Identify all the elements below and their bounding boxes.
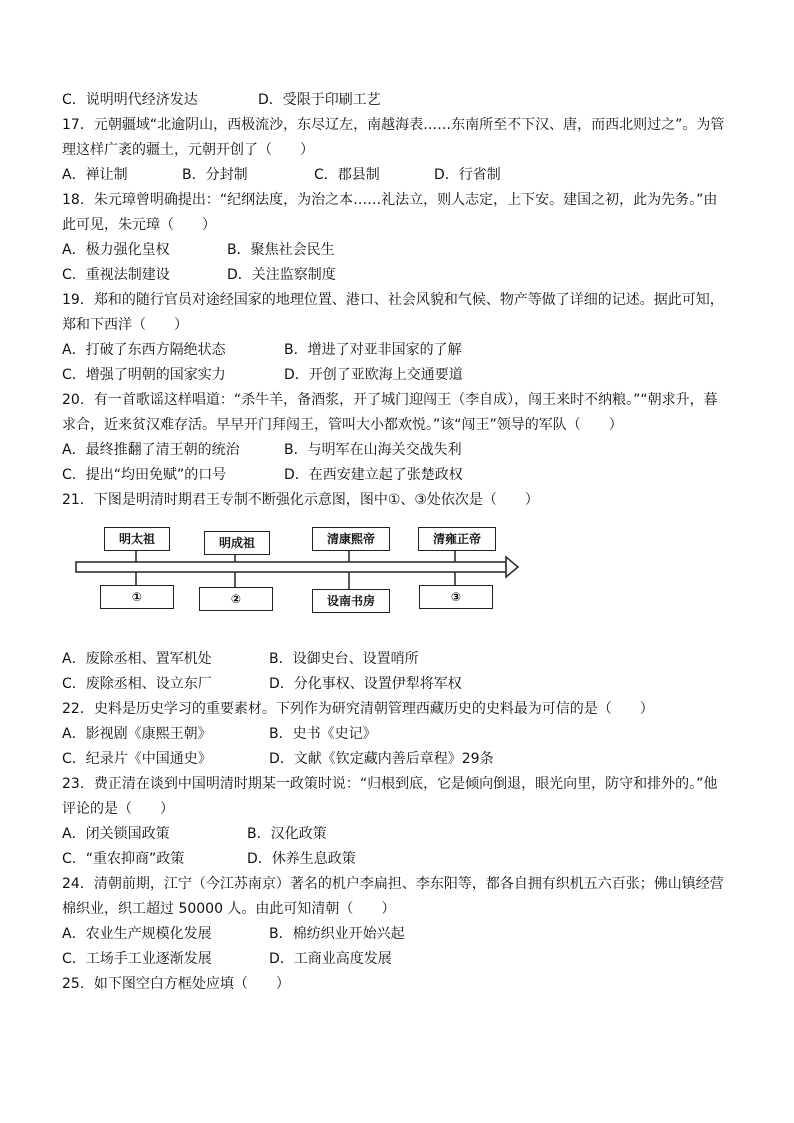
answer-option: C．说明明代经济发达	[62, 92, 198, 108]
answer-option: D．在西安建立起了张楚政权	[284, 467, 463, 483]
answer-option: D．关注监察制度	[227, 267, 336, 283]
line-text: 求合，近来贫汉难存活。早早开门拜闯王，管叫大小都欢悦。”该“闯王”领导的军队（ ）	[62, 417, 623, 433]
answer-option: A．极力强化皇权	[62, 242, 170, 258]
text-line-q18o1	[62, 238, 738, 263]
text-line-q22a	[62, 697, 738, 722]
answer-option: D．开创了亚欧海上交通要道	[284, 367, 463, 383]
text-line-q20a	[62, 388, 738, 413]
text-line-q19a	[62, 288, 738, 313]
text-line-l16c	[62, 88, 738, 113]
answer-option: B．设御史台、设置哨所	[269, 651, 419, 667]
timeline-bottom-box: ①	[100, 585, 174, 609]
text-line-q22o1	[62, 722, 738, 747]
answer-option: D．文献《钦定藏内善后章程》29条	[269, 751, 494, 767]
answer-option: D．受限于印刷工艺	[258, 92, 381, 108]
answer-option: A．禅让制	[62, 167, 128, 183]
line-text: 棉织业，织工超过 50000 人。由此可知清朝（ ）	[62, 901, 396, 917]
text-line-q20o1	[62, 438, 738, 463]
answer-option: A．废除丞相、置军机处	[62, 651, 212, 667]
timeline-bottom-box: ③	[419, 585, 493, 609]
timeline-bottom-box: 设南书房	[312, 589, 390, 613]
timeline-top-box: 清雍正帝	[418, 527, 496, 551]
text-line-q22o2	[62, 747, 738, 772]
text-line-q23b	[62, 797, 738, 822]
line-text: 23．费正清在谈到中国明清时期某一政策时说：“归根到底，它是倾向倒退，眼光向里，防守和排外的。”他	[62, 776, 718, 792]
answer-option: C．重视法制建设	[62, 267, 170, 283]
answer-option: A．最终推翻了清王朝的统治	[62, 442, 240, 458]
answer-option: A．闭关锁国政策	[62, 826, 170, 842]
line-text: 此可见，朱元璋（ ）	[62, 217, 216, 233]
text-line-q23o1	[62, 822, 738, 847]
text-line-q24a	[62, 872, 738, 897]
text-line-q21a	[62, 488, 738, 513]
text-line-q20b	[62, 413, 738, 438]
exam-page	[62, 88, 738, 997]
answer-option: B．与明军在山海关交战失利	[284, 442, 462, 458]
answer-option: B．聚焦社会民生	[227, 242, 335, 258]
answer-option: C．纪录片《中国通史》	[62, 751, 212, 767]
text-line-q17a	[62, 113, 738, 138]
line-text: 郑和下西洋（ ）	[62, 317, 188, 333]
timeline-top-box: 清康熙帝	[312, 527, 390, 551]
line-text: 理这样广袤的疆土，元朝开创了（ ）	[62, 142, 314, 158]
answer-option: B．汉化政策	[247, 826, 327, 842]
answer-option: B．棉纺织业开始兴起	[269, 926, 405, 942]
line-text: 22．史料是历史学习的重要素材。下列作为研究清朝管理西藏历史的史料最为可信的是（ ）	[62, 701, 654, 717]
text-line-q17o	[62, 163, 738, 188]
text-line-q24o1	[62, 922, 738, 947]
answer-option: C．废除丞相、设立东厂	[62, 676, 212, 692]
line-text: 19．郑和的随行官员对途经国家的地理位置、港口、社会风貌和气候、物产等做了详细的记述。据此可知，	[62, 292, 724, 308]
answer-option: C．提出“均田免赋”的口号	[62, 467, 227, 483]
question-block-21-25	[62, 647, 738, 997]
answer-option: B．史书《史记》	[269, 726, 377, 742]
answer-option: A．影视剧《康熙王朝》	[62, 726, 212, 742]
text-line-q18o2	[62, 263, 738, 288]
answer-option: C．“重农抑商”政策	[62, 851, 185, 867]
answer-option: C．郡县制	[314, 167, 380, 183]
answer-option: D．分化事权、设置伊犁将军权	[269, 676, 462, 692]
text-line-q19o1	[62, 338, 738, 363]
text-line-q23a	[62, 772, 738, 797]
answer-option: D．行省制	[434, 167, 501, 183]
line-text: 25．如下图空白方框处应填（ ）	[62, 976, 290, 992]
text-line-q21o1	[62, 647, 738, 672]
answer-option: B．增进了对亚非国家的了解	[284, 342, 462, 358]
text-line-q25a	[62, 972, 738, 997]
timeline-top-box: 明成祖	[204, 531, 270, 555]
line-text: 17．元朝疆域“北逾阴山，西极流沙，东尽辽左，南越海表……东南所至不下汉、唐，而西北则过之”。为管	[62, 117, 725, 133]
text-line-q18b	[62, 213, 738, 238]
answer-option: D．工商业高度发展	[269, 951, 392, 967]
line-text: 评论的是（ ）	[62, 801, 174, 817]
question-block-16-21	[62, 88, 738, 513]
text-line-q19o2	[62, 363, 738, 388]
text-line-q21o2	[62, 672, 738, 697]
text-line-q24o2	[62, 947, 738, 972]
answer-option: A．农业生产规模化发展	[62, 926, 212, 942]
line-text: 20．有一首歌谣这样唱道：“杀牛羊，备酒浆，开了城门迎闯王（李自成），闯王来时不纳粮。”“朝求升，暮	[62, 392, 718, 408]
text-line-q23o2	[62, 847, 738, 872]
line-text: 24．清朝前期，江宁（今江苏南京）著名的机户李扁担、李东阳等，都各自拥有织机五六百张；佛山镇经营	[62, 876, 724, 892]
text-line-q19b	[62, 313, 738, 338]
answer-option: D．休养生息政策	[247, 851, 356, 867]
text-line-q20o2	[62, 463, 738, 488]
text-line-q17b	[62, 138, 738, 163]
answer-option: A．打破了东西方隔绝状态	[62, 342, 226, 358]
answer-option: B．分封制	[182, 167, 248, 183]
answer-option: C．增强了明朝的国家实力	[62, 367, 226, 383]
text-line-q18a	[62, 188, 738, 213]
text-line-q24b	[62, 897, 738, 922]
timeline-top-box: 明太祖	[104, 527, 170, 551]
autocracy-timeline-diagram	[62, 519, 738, 641]
line-text: 18．朱元璋曾明确提出：“纪纲法度，为治之本……礼法立，则人志定，上下安。建国之初，此为先务。”由	[62, 192, 718, 208]
line-text: 21．下图是明清时期君王专制不断强化示意图，图中①、③处依次是（ ）	[62, 492, 539, 508]
answer-option: C．工场手工业逐渐发展	[62, 951, 212, 967]
timeline-bottom-box: ②	[199, 587, 273, 611]
